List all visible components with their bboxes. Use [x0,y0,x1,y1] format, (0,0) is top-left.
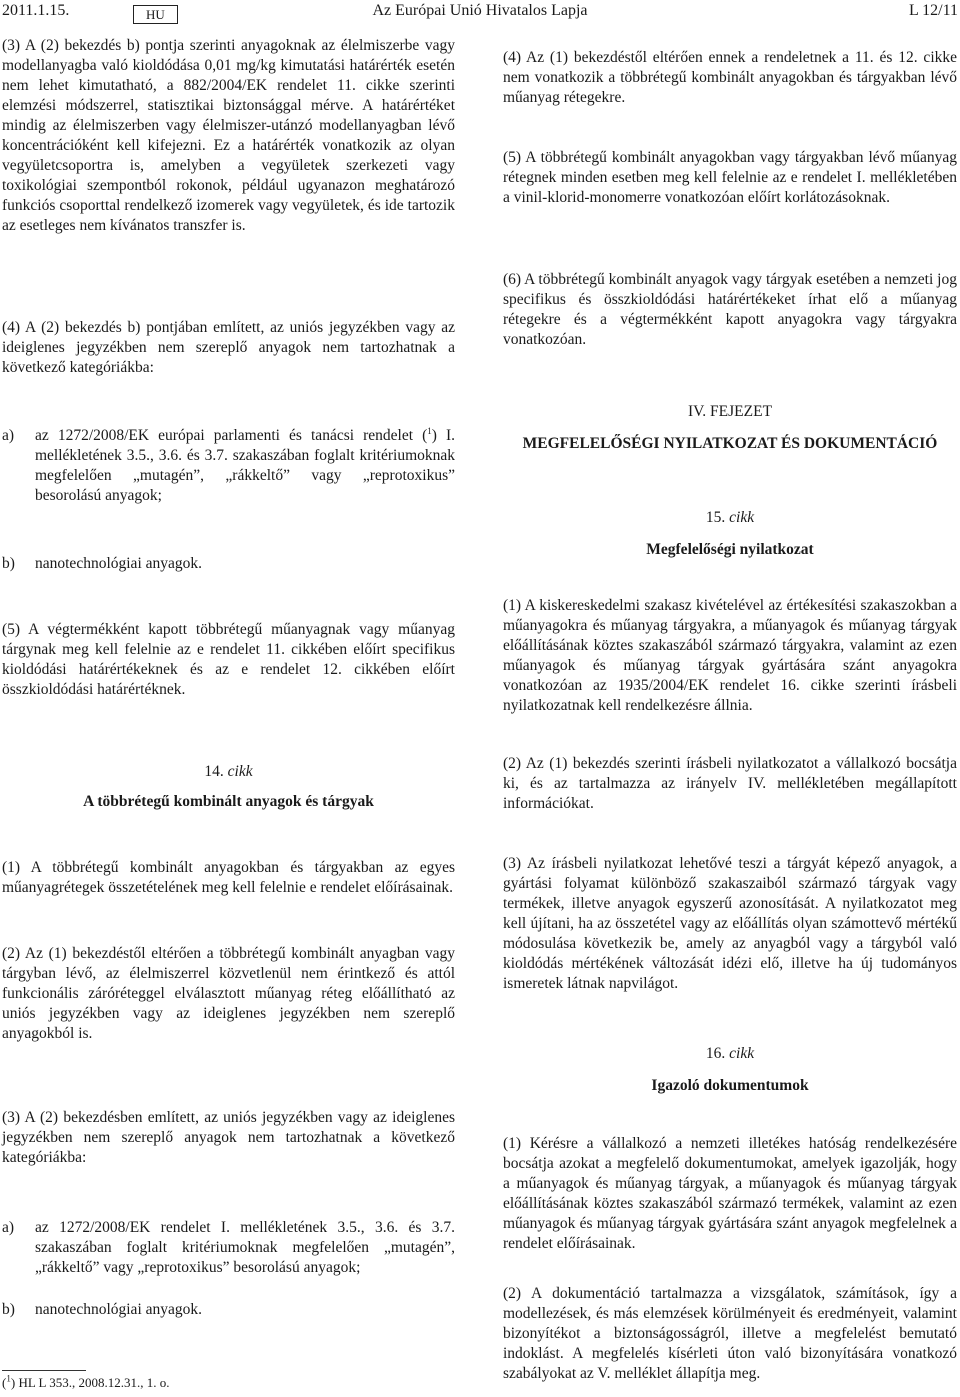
page-number: L 12/11 [908,2,958,19]
paragraph-6-right: (6) A többrétegű kombinált anyagok vagy tárgyak esetében a nemzeti jog specifikus és összkioldódási határértékeket írhat elő a műanyag rétegekre és a végtermékként kapott anyagokra vagy tárgyakra vonatkozóan. [503,271,957,348]
list-text: az 1272/2008/EK rendelet I. mellékletének 3.5., 3.6. és 3.7. szakaszában foglalt kritériumoknak megfelelően „mutagén”, „rákkeltő” vagy „reprotoxikus” besorolású anyagok; [35,1219,455,1276]
list-item-b [2,554,455,574]
paragraph-5: (5) A végtermékként kapott többrétegű műanyagnak vagy műanyag tárgynak meg kell felelnie az e rendelet 11. cikkében előírt specifikus kioldódási határértékeknek és az e rendelet 12. cikkében előírt összkioldódási határértéknek. [2,621,455,698]
language-badge: HU [133,5,178,24]
journal-title: Az Európai Unió Hivatalos Lapja [372,2,588,19]
list-item-a [2,426,455,506]
list-label: a) [2,427,15,444]
header-date: 2011.1.15. [2,2,70,19]
article-14-paragraph-1: (1) A többrétegű kombinált anyagokban és tárgyakban az egyes műanyagrétegek összetételének meg kell felelnie e rendelet előírásainak. [2,859,455,896]
article-15-paragraph-1: (1) A kiskereskedelmi szakasz kivételével az értékesítési szakaszokban a műanyagokra és műanyag tárgyakra, a műanyagok és műanyag tárgyak előállításának köztes szakaszából származó tárgyakra, valamint az ezen műanyagok és műanyag tárgyak gyártására szánt anyagokra vonatkozóan az 1935/2004/EK rendelet 16. cikke szerinti írásbeli nyilatkozatnak kell rendelkezésre állnia. [503,597,957,714]
article-15-number: 15. cikk [705,509,755,526]
article-15-paragraph-2: (2) Az (1) bekezdés szerinti írásbeli nyilatkozatot a vállalkozó bocsátja ki, és az tartalmazza az irányelv IV. mellékletében megállapított információkat. [503,755,957,812]
paragraph-4-right: (4) Az (1) bekezdéstől eltérően ennek a rendeletnek a 11. és 12. cikke nem vonatkozik a többrétegű kombinált anyagokban és tárgyakban lévő műanyag rétegekre. [503,49,957,106]
list-text: az 1272/2008/EK európai parlamenti és tanácsi rendelet ($^1$) I. mellékletének 3.5., 3.6. és 3.7. szakaszában foglalt kritériumoknak megfelelően „mutagén”, „rákkeltő” vagy „reprotoxikus” besorolású anyagok; [35,425,455,504]
article-15-paragraph-3: (3) Az írásbeli nyilatkozat lehetővé teszi a tárgyát képező anyagok, a gyártási folyamat különböző szakaszaiból származó tárgyak vagy termékek, illetve anyagok egyszerű azonosítását. A nyilatkozatot meg kell újítani, ha az összetétel vagy az előállítás olyan számottevő mértékű módosulása következik be, amely az anyagból vagy a tárgyból való kioldódás mértékének változását idézi elő, illetve ha új tudományos ismeretek látnak napvilágot. [503,855,957,992]
list-text: nanotechnológiai anyagok. [35,555,203,572]
article-15-title: Megfelelőségi nyilatkozat [646,541,814,558]
chapter-number: IV. FEJEZET [687,403,773,420]
list-label: b) [2,1301,15,1318]
article-14-paragraph-2: (2) Az (1) bekezdéstől eltérően a többrétegű kombinált anyagban vagy tárgyban lévő, az élelmiszerrel közvetlenül nem érintkező és attól funkcionális záróréteggel elválasztott műanyag réteg előállítható az uniós jegyzékben vagy az ideiglenes jegyzékben nem szereplő anyagokból is. [2,945,455,1042]
page-header [0,2,960,24]
article-14-title: A többrétegű kombinált anyagok és tárgyak [83,793,374,810]
paragraph-3: (3) A (2) bekezdés b) pontja szerinti anyagoknak az élelmiszerbe vagy modellanyagba való kioldódása 0,01 mg/kg kimutatási határérték esetén nem lehet kimutatható, a 882/2004/EK rendelet 11. cikke szerinti elemzési módszerrel, statisztikai biztonsággal mérve. A határértéket mindig az élelmiszerben vagy élelmiszer-utánzó modellanyagban lévő koncentrációként kell kifejezni. Ez a határérték vonatkozik az olyan vegyületcsoportra is, amelyben a vegyületek szerkezeti vagy toxikológiai szempontból rokonok, például ugyanazon meghatározó funkciós csoporttal rendelkező izomerek vagy vegyületek, és ide tartozik az esetleges nem kívánatos transzfer is. [2,37,455,234]
article-16-number: 16. cikk [705,1045,755,1062]
footnote-separator [2,1370,86,1371]
article-16-paragraph-1: (1) Kérésre a vállalkozó a nemzeti illetékes hatóság rendelkezésére bocsátja azokat a megfelelő dokumentumokat, amelyek igazolják, hogy a műanyagok és műanyag tárgyak, a műanyagok és műanyag tárgyak előállításának köztes szakaszából származó termékek, valamint az ezen műanyagok és műanyag tárgyak gyártására szánt anyagok megfelelnek a rendelet előírásainak. [503,1135,957,1252]
article-16-title: Igazoló dokumentumok [651,1077,809,1094]
paragraph-5-right: (5) A többrétegű kombinált anyagokban vagy tárgyakban lévő műanyag rétegnek minden esetben meg kell felelnie az e rendelet I. mellékletében a vinil-klorid-monomerre vonatkozóan előírt korlátozásoknak. [503,149,957,206]
list-text: nanotechnológiai anyagok. [35,1301,203,1318]
list-label: a) [2,1219,15,1236]
article-14-paragraph-3: (3) A (2) bekezdésben említett, az uniós jegyzékben vagy az ideiglenes jegyzékben nem szereplő anyagok nem tartozhatnak a következő kategóriákba: [2,1109,455,1166]
article-16-paragraph-2: (2) A dokumentáció tartalmazza a vizsgálatok, számítások, így a modellezések, és más elemzések körülményeit és eredményeit, valamint bizonyítékot a biztonságosságról, illetve a megfelelést bemutató indoklást. A megfelelés kísérleti úton való bizonyítására vonatkozó szabályokat az V. melléklet állapítja meg. [503,1285,957,1382]
article-14-number: 14. cikk [204,763,253,780]
paragraph-4: (4) A (2) bekezdés b) pontjában említett, az uniós jegyzékben vagy az ideiglenes jegyzékben nem szereplő anyagok nem tartozhatnak a következő kategóriákba: [2,319,455,376]
article-14-list-item-b [2,1300,455,1320]
chapter-title: MEGFELELŐSÉGI NYILATKOZAT ÉS DOKUMENTÁCIÓ [522,435,938,452]
footnote-ref: 1 [427,425,432,436]
footnote: ($^1$) HL L 353., 2008.12.31., 1. o. [2,1373,170,1390]
article-14-list-item-a [2,1218,455,1278]
list-label: b) [2,555,15,572]
